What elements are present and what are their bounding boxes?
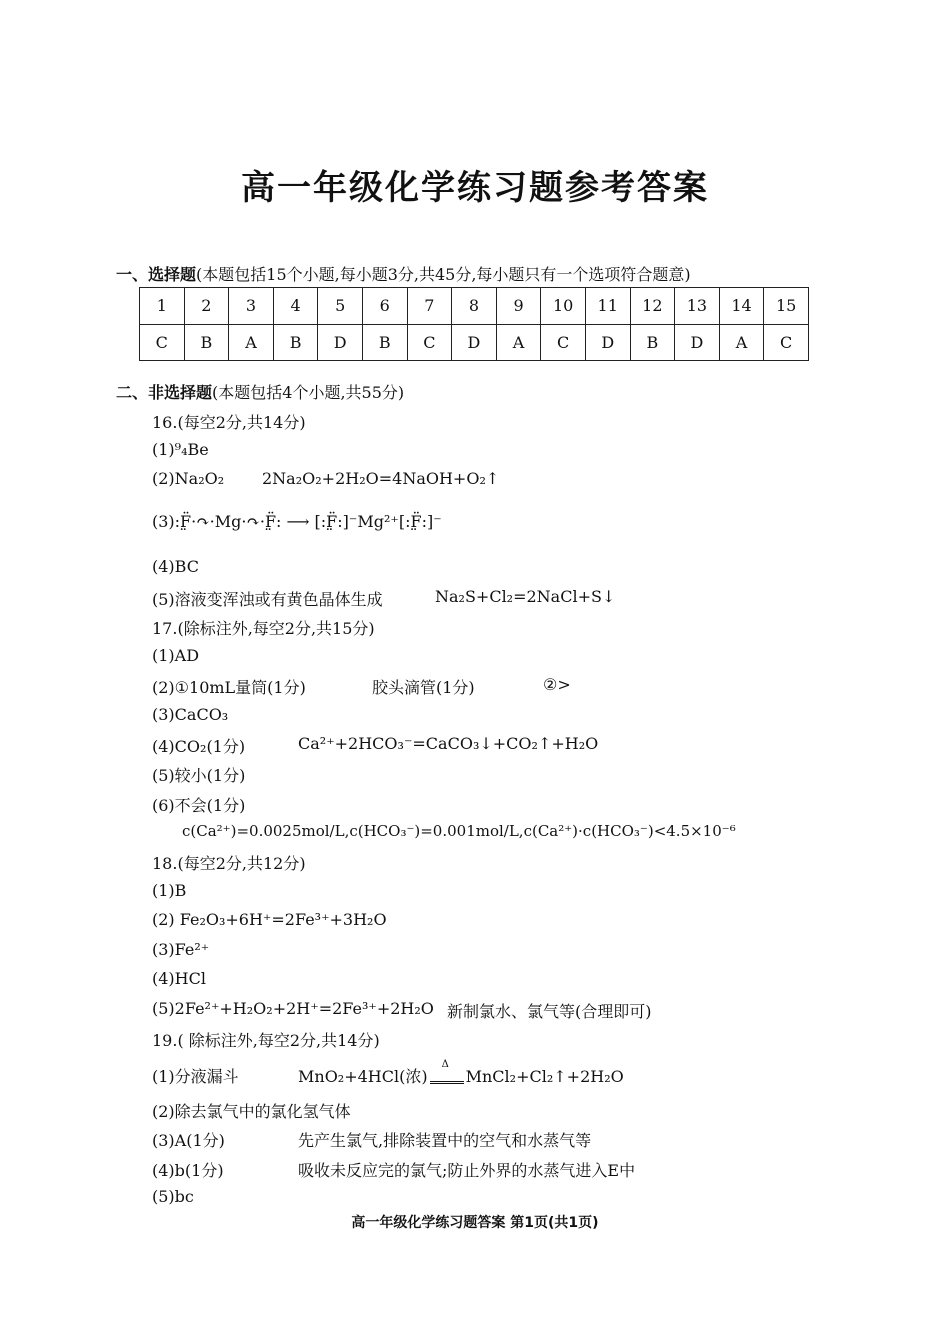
answer-cell: D xyxy=(452,324,497,361)
q16-4: (4)BC xyxy=(152,557,199,576)
q19-header: 19.( 除标注外,每空2分,共14分) xyxy=(152,1031,380,1050)
q17-2a: (2)①10mL量筒(1分) xyxy=(152,678,306,697)
section2-heading: 二、非选择题 xyxy=(116,383,213,402)
q19-2: (2)除去氯气中的氯化氢气体 xyxy=(152,1102,351,1121)
answer-cell: B xyxy=(273,324,318,361)
q16-1: (1)⁹₄Be xyxy=(152,440,209,459)
q16-header: 16.(每空2分,共14分) xyxy=(152,413,306,432)
question-number-cell: 14 xyxy=(719,288,764,325)
question-number-cell: 15 xyxy=(764,288,809,325)
answer-cell: B xyxy=(362,324,407,361)
question-number-cell: 13 xyxy=(675,288,720,325)
question-number-cell: 11 xyxy=(585,288,630,325)
question-number-cell: 4 xyxy=(273,288,318,325)
q17-6: (6)不会(1分) xyxy=(152,796,246,815)
q16-5a: (5)溶液变浑浊或有黄色晶体生成 xyxy=(152,590,383,609)
q19-1a: (1)分液漏斗 xyxy=(152,1067,239,1086)
q19-4a: (4)b(1分) xyxy=(152,1161,224,1180)
answer-cell: C xyxy=(407,324,452,361)
q17-2b: 胶头滴管(1分) xyxy=(372,678,475,697)
answer-cell: C xyxy=(541,324,586,361)
answer-cell: A xyxy=(719,324,764,361)
answer-cell: D xyxy=(675,324,720,361)
question-number-cell: 3 xyxy=(229,288,274,325)
q16-3-electron-formula: (3):F̤̈·↷·Mg·↷·F̤̈: ⟶ [:F̤̈:]⁻Mg²⁺[:F̤̈:]⁻ xyxy=(152,512,442,531)
section2-header xyxy=(116,380,404,403)
section1-note: (本题包括15个小题,每小题3分,共45分,每小题只有一个选项符合题意) xyxy=(196,265,691,284)
answer-cell: B xyxy=(184,324,229,361)
q18-5a: (5)2Fe²⁺+H₂O₂+2H⁺=2Fe³⁺+2H₂O xyxy=(152,999,434,1018)
question-number-cell: 2 xyxy=(184,288,229,325)
answer-cell: D xyxy=(318,324,363,361)
q19-1-products: MnCl₂+Cl₂↑+2H₂O xyxy=(465,1067,624,1086)
heating-equals-sign xyxy=(430,1059,464,1084)
q19-3b: 先产生氯气,排除装置中的空气和水蒸气等 xyxy=(298,1131,592,1150)
page-footer: 高一年级化学练习题答案 第1页(共1页) xyxy=(351,1215,599,1231)
q19-1-reactants: MnO₂+4HCl(浓) xyxy=(298,1067,428,1086)
section1-header xyxy=(116,262,691,285)
answer-cell: C xyxy=(140,324,185,361)
answer-table-number-row xyxy=(140,288,809,325)
q17-3: (3)CaCO₃ xyxy=(152,705,229,724)
q17-5: (5)较小(1分) xyxy=(152,766,246,785)
q18-5b: 新制氯水、氯气等(合理即可) xyxy=(447,1002,652,1021)
q19-4b: 吸收未反应完的氯气;防止外界的水蒸气进入E中 xyxy=(298,1161,636,1180)
q18-2: (2) Fe₂O₃+6H⁺=2Fe³⁺+3H₂O xyxy=(152,910,387,929)
q18-header: 18.(每空2分,共12分) xyxy=(152,854,306,873)
q19-3a: (3)A(1分) xyxy=(152,1131,225,1150)
answer-cell: B xyxy=(630,324,675,361)
section1-heading: 一、选择题 xyxy=(116,265,197,284)
question-number-cell: 1 xyxy=(140,288,185,325)
q18-1: (1)B xyxy=(152,881,187,900)
q17-4b: Ca²⁺+2HCO₃⁻=CaCO₃↓+CO₂↑+H₂O xyxy=(298,734,599,753)
question-number-cell: 7 xyxy=(407,288,452,325)
page-title: 高一年级化学练习题参考答案 xyxy=(241,168,709,208)
question-number-cell: 12 xyxy=(630,288,675,325)
answer-table xyxy=(139,287,809,361)
q18-3: (3)Fe²⁺ xyxy=(152,940,210,959)
heat-delta: Δ xyxy=(441,1059,449,1070)
q16-5b: Na₂S+Cl₂=2NaCl+S↓ xyxy=(435,587,616,606)
answer-cell: A xyxy=(496,324,541,361)
answer-cell: D xyxy=(585,324,630,361)
question-number-cell: 10 xyxy=(541,288,586,325)
question-number-cell: 6 xyxy=(362,288,407,325)
q17-1: (1)AD xyxy=(152,646,200,665)
q16-2b: 2Na₂O₂+2H₂O=4NaOH+O₂↑ xyxy=(262,469,500,488)
question-number-cell: 9 xyxy=(496,288,541,325)
q16-2a: (2)Na₂O₂ xyxy=(152,469,225,488)
q17-6b: c(Ca²⁺)=0.0025mol/L,c(HCO₃⁻)=0.001mol/L,c(Ca²⁺)·c(HCO₃⁻)<4.5×10⁻⁶ xyxy=(182,822,736,840)
q19-1-equation xyxy=(298,1059,624,1087)
answer-cell: C xyxy=(764,324,809,361)
section2-note: (本题包括4个小题,共55分) xyxy=(212,383,405,402)
answer-cell: A xyxy=(229,324,274,361)
question-number-cell: 5 xyxy=(318,288,363,325)
q18-4: (4)HCl xyxy=(152,969,206,988)
q17-header: 17.(除标注外,每空2分,共15分) xyxy=(152,619,375,638)
question-number-cell: 8 xyxy=(452,288,497,325)
q19-5: (5)bc xyxy=(152,1187,194,1206)
q17-2c: ②> xyxy=(543,675,571,694)
answer-table-answer-row xyxy=(140,324,809,361)
q17-4a: (4)CO₂(1分) xyxy=(152,737,246,756)
